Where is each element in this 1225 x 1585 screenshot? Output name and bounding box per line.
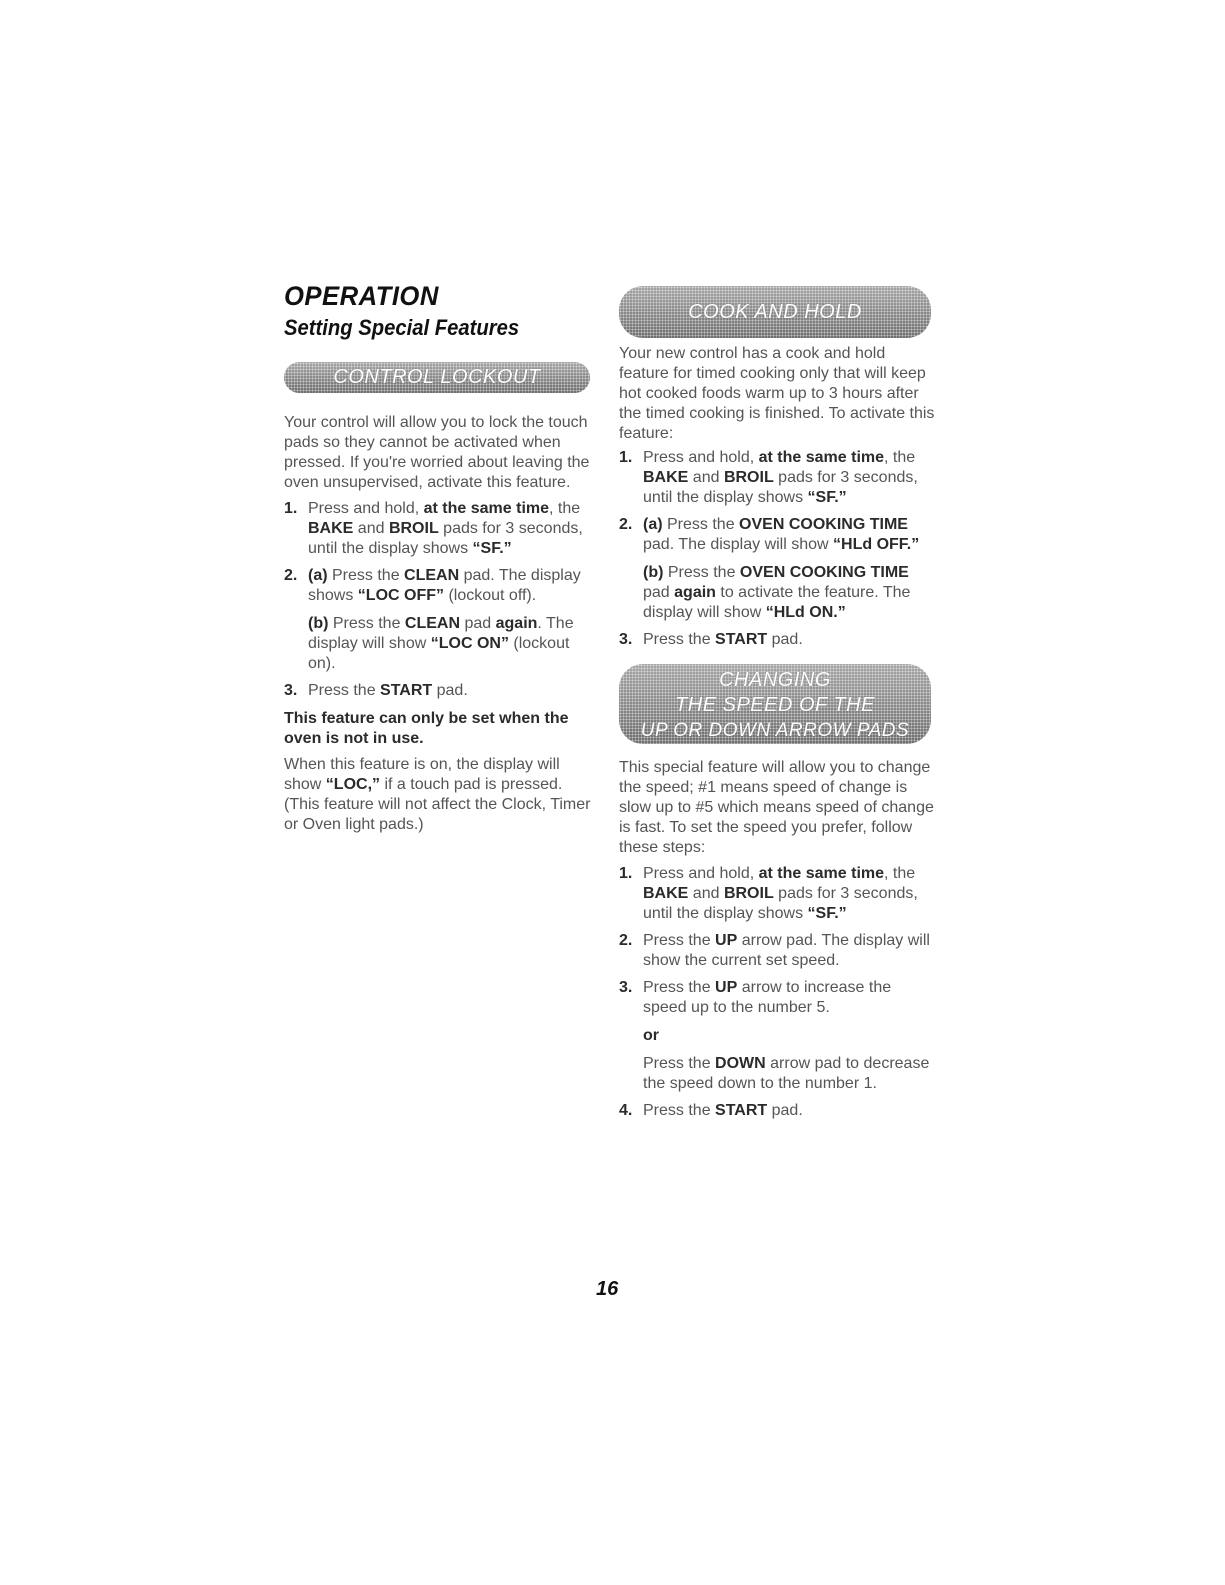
cook-and-hold-banner-text: COOK AND HOLD [688, 301, 862, 323]
cook-and-hold-intro: Your new control has a cook and hold feature for timed cooking only that will keep hot cooked foods warm up to 3 hours after the timed cooking is finished. To activate this feature: [619, 345, 935, 442]
step-number: 1. [619, 449, 633, 466]
control-lockout-steps [284, 499, 594, 701]
page-subtitle: Setting Special Features [284, 315, 520, 340]
step-bold: OVEN COOKING TIME [739, 564, 909, 581]
step-bold: CLEAN [404, 615, 461, 632]
step-bold: “SF.” [472, 540, 512, 557]
step-bold: UP [715, 979, 738, 996]
step-bold: “HLd OFF.” [833, 536, 920, 553]
step-bold: BAKE [643, 885, 689, 902]
step-text: arrow pad to decrease the speed down to the number 1. [643, 1055, 930, 1092]
step-number: 4. [619, 1102, 633, 1119]
step-bold: CLEAN [404, 567, 460, 584]
or-text: or [643, 1027, 659, 1044]
step-text: Press the [643, 1055, 716, 1072]
cook-and-hold-banner [619, 286, 931, 338]
step-bold: at the same time [758, 865, 885, 882]
step-bold: START [380, 682, 433, 699]
step-text: Press and hold, [643, 865, 759, 882]
step-text: Press the [643, 979, 716, 996]
step-bold: “HLd ON.” [765, 604, 846, 621]
arrow-speed-banner-line-3: UP OR DOWN ARROW PADS [640, 720, 910, 741]
arrow-speed-banner [619, 664, 931, 744]
step-bold: BROIL [723, 469, 774, 486]
page-number: 16 [596, 1278, 619, 1300]
step-text: Press the [662, 516, 740, 533]
control-lockout-banner-text: CONTROL LOCKOUT [333, 366, 541, 388]
step-number: 3. [619, 979, 633, 996]
step-text: Press the [643, 1102, 716, 1119]
list-item [619, 931, 935, 971]
step-text: to activate the feature. The display will show [643, 584, 911, 621]
step-bold: again [674, 584, 716, 601]
step-text: , the [884, 449, 916, 466]
list-item [619, 515, 935, 623]
step-text: pads for 3 seconds, until the display shows [308, 520, 583, 557]
step-bold: BAKE [308, 520, 354, 537]
step-number: 1. [284, 500, 298, 517]
step-text: pad [643, 584, 675, 601]
substep-label: (a) [308, 567, 328, 584]
or-separator [643, 1026, 935, 1046]
right-column [619, 286, 935, 1128]
step-text: pad [460, 615, 496, 632]
step-text: (lockout on). [308, 635, 570, 672]
step-text: , the [549, 500, 581, 517]
step-bold: “SF.” [807, 489, 847, 506]
step-text: arrow pad. The display will show the current set speed. [643, 932, 930, 969]
list-item [284, 566, 594, 674]
step-text: pad. The display will show [643, 536, 834, 553]
step-text: Press the [328, 615, 405, 632]
step-text: pads for 3 seconds, until the display shows [643, 469, 918, 506]
step-text: and [353, 520, 389, 537]
arrow-speed-banner-line-2: THE SPEED OF THE [675, 694, 875, 716]
step-bold: DOWN [715, 1055, 766, 1072]
substep-label: (b) [643, 564, 664, 581]
step-text: pad. The display shows [308, 567, 581, 604]
step-bold: BROIL [388, 520, 439, 537]
step-number: 1. [619, 865, 633, 882]
step-text: Press the [308, 682, 381, 699]
step-bold: “LOC OFF” [357, 587, 445, 604]
step-text: pad. [432, 682, 468, 699]
step-text: arrow to increase the speed up to the number 5. [643, 979, 892, 1016]
step-bold: “LOC ON” [430, 635, 509, 652]
substep-label: (a) [643, 516, 663, 533]
list-item [619, 448, 935, 508]
step-text: and [688, 885, 724, 902]
step-text: , the [884, 865, 916, 882]
outro-text: if a touch pad is pressed. (This feature will not affect the Clock, Timer or Oven light pads.) [284, 776, 591, 833]
left-column [284, 282, 594, 835]
substep-b [308, 614, 594, 674]
step-bold: START [715, 631, 768, 648]
step-number: 2. [284, 567, 298, 584]
step-text: . The display will show [308, 615, 574, 652]
list-item [619, 864, 935, 924]
step-number: 2. [619, 932, 633, 949]
arrow-speed-steps [619, 864, 935, 1121]
step-bold: OVEN COOKING TIME [739, 516, 908, 533]
section-title: OPERATION [284, 281, 439, 311]
step-bold: “SF.” [807, 905, 847, 922]
step-number: 2. [619, 516, 633, 533]
cook-and-hold-steps [619, 448, 935, 650]
step-text: and [688, 469, 724, 486]
list-item [284, 499, 594, 559]
outro-text: When this feature is on, the display will show [284, 756, 560, 793]
step-bold: at the same time [758, 449, 885, 466]
step-text: Press the [663, 564, 740, 581]
control-lockout-banner [284, 362, 590, 393]
step-bold: START [715, 1102, 768, 1119]
step-text: pad. [767, 631, 803, 648]
step-bold: BROIL [723, 885, 774, 902]
step-bold: UP [715, 932, 738, 949]
step-text: (lockout off). [444, 587, 537, 604]
step-bold: again [495, 615, 538, 632]
step-bold: at the same time [423, 500, 550, 517]
control-lockout-outro [284, 755, 594, 835]
step-text: Press the [643, 631, 716, 648]
substep-label: (b) [308, 615, 329, 632]
substep-b [643, 563, 935, 623]
arrow-speed-banner-line-1: CHANGING [719, 669, 831, 691]
list-item [619, 630, 935, 650]
step-number: 3. [284, 682, 298, 699]
control-lockout-intro: Your control will allow you to lock the touch pads so they cannot be activated when pressed. If you're worried about leaving the oven unsupervised, activate this feature. [284, 414, 590, 491]
list-item [619, 978, 935, 1094]
step-number: 3. [619, 631, 633, 648]
step-text: Press the [643, 932, 716, 949]
step-text: pads for 3 seconds, until the display shows [643, 885, 918, 922]
arrow-speed-intro: This special feature will allow you to change the speed; #1 means speed of change is slow up to #5 which means speed of change is fast. To set the speed you prefer, follow these steps: [619, 759, 934, 856]
step-text: Press and hold, [308, 500, 424, 517]
control-lockout-note: This feature can only be set when the oven is not in use. [284, 710, 569, 747]
list-item [284, 681, 594, 701]
step-text: Press and hold, [643, 449, 759, 466]
step-text: Press the [327, 567, 405, 584]
list-item [619, 1101, 935, 1121]
alternative-step [643, 1054, 935, 1094]
step-bold: BAKE [643, 469, 689, 486]
step-text: pad. [767, 1102, 803, 1119]
outro-bold: “LOC,” [325, 776, 381, 793]
